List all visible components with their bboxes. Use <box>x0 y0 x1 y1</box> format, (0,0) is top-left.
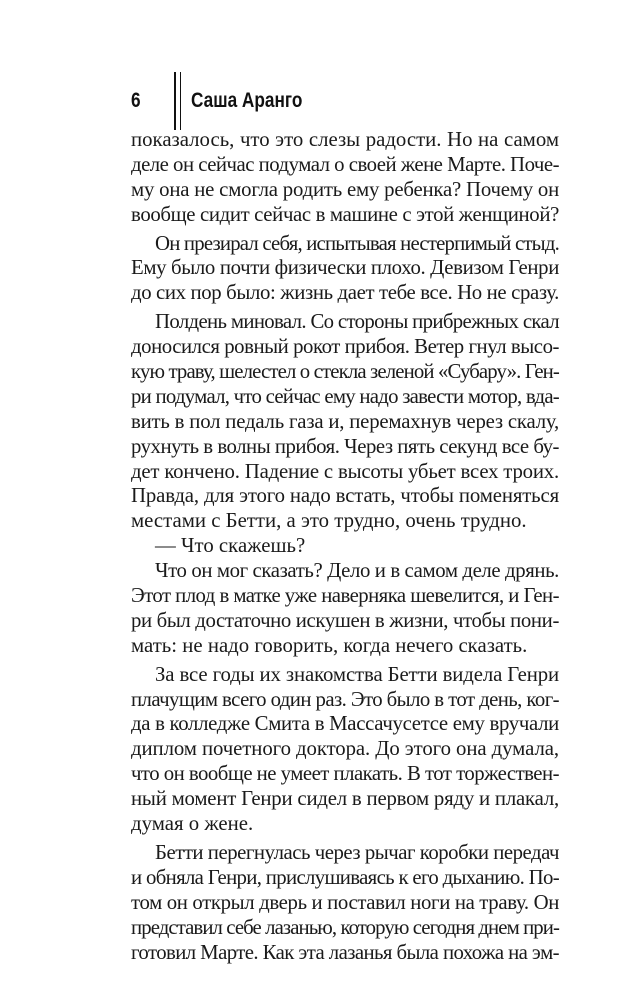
text-line: му она не смогла родить ему ребенка? Почему он <box>131 177 559 201</box>
author-name: Саша Аранго <box>191 89 303 112</box>
text-line: том он открыл дверь и поставил ноги на траву. Он <box>131 890 559 914</box>
text-line: диплом почетного доктора. До этого она думала, <box>131 737 559 761</box>
text-line: мать: не надо говорить, когда нечего сказать. <box>131 633 528 657</box>
paragraph <box>131 841 559 965</box>
text-line: готовил Марте. Как эта лазанья была похожа на эм- <box>131 940 559 964</box>
text-line: думая о жене. <box>131 812 254 836</box>
paragraph <box>131 534 559 559</box>
text-line: что он вообще не умеет плакать. В тот торжествен- <box>131 762 559 786</box>
text-line: ный момент Генри сидел в первом ряду и плакал, <box>131 787 559 811</box>
text-line: представил себе лазанью, которую сегодня днем при- <box>131 915 559 939</box>
text-line: Правда, для этого надо встать, чтобы поменяться <box>131 484 559 508</box>
text-line: плачущим всего один раз. Это было в тот день, ког- <box>131 687 559 711</box>
paragraph <box>131 232 559 307</box>
text-line: до сих пор было: жизнь дает тебе все. Но не сразу. <box>131 281 559 305</box>
running-header <box>131 72 531 132</box>
header-divider <box>174 72 176 130</box>
text-line: ри подумал, что сейчас ему надо завести мотор, вда- <box>131 384 559 408</box>
text-line: ри был достаточно искушен в жизни, чтобы пони- <box>131 608 559 632</box>
text-line: показалось, что это слезы радости. Но на самом <box>131 128 559 151</box>
text-line: За все годы их знакомства Бетти видела Генри <box>155 662 559 686</box>
text-line: Этот плод в матке уже наверняка шевелится, и Ген- <box>131 584 559 608</box>
text-line: и обняла Генри, прислушиваясь к его дыханию. По- <box>131 865 559 889</box>
text-line: Бетти перегнулась через рычаг коробки передач <box>155 840 559 864</box>
paragraph <box>131 310 559 534</box>
text-line: дет кончено. Падение с высоты убьет всех троих. <box>131 459 559 483</box>
header-divider-thin <box>180 72 181 130</box>
text-line: — Что скажешь? <box>155 534 306 558</box>
text-line: Что он мог сказать? Дело и в самом деле дрянь. <box>155 559 559 583</box>
text-line: местами с Бетти, а это трудно, очень трудно. <box>131 509 527 533</box>
text-line: деле он сейчас подумал о своей жене Марте. Поче- <box>131 152 559 176</box>
text-line: доносился ровный рокот прибоя. Ветер гнул высо- <box>131 335 559 359</box>
text-line: Полдень миновал. Со стороны прибрежных скал <box>155 310 559 334</box>
text-line: кую траву, шелестел о стекла зеленой «Субару». Ген- <box>131 360 559 384</box>
text-line: рухнуть в волны прибоя. Через пять секунд все бу- <box>131 434 559 458</box>
paragraph <box>131 559 559 659</box>
text-line: Ему было почти физически плохо. Девизом Генри <box>131 256 559 280</box>
text-line: вить в пол педаль газа и, перемахнув через скалу, <box>131 409 559 433</box>
paragraph <box>131 128 559 228</box>
page-number: 6 <box>131 89 141 112</box>
text-line: вообще сидит сейчас в машине с этой женщиной? <box>131 202 559 226</box>
body-text <box>131 128 559 965</box>
paragraph <box>131 663 559 837</box>
text-line: Он презирал себя, испытывая нестерпимый стыд. <box>155 231 559 255</box>
text-line: да в колледже Смита в Массачусетсе ему вручали <box>131 712 559 736</box>
